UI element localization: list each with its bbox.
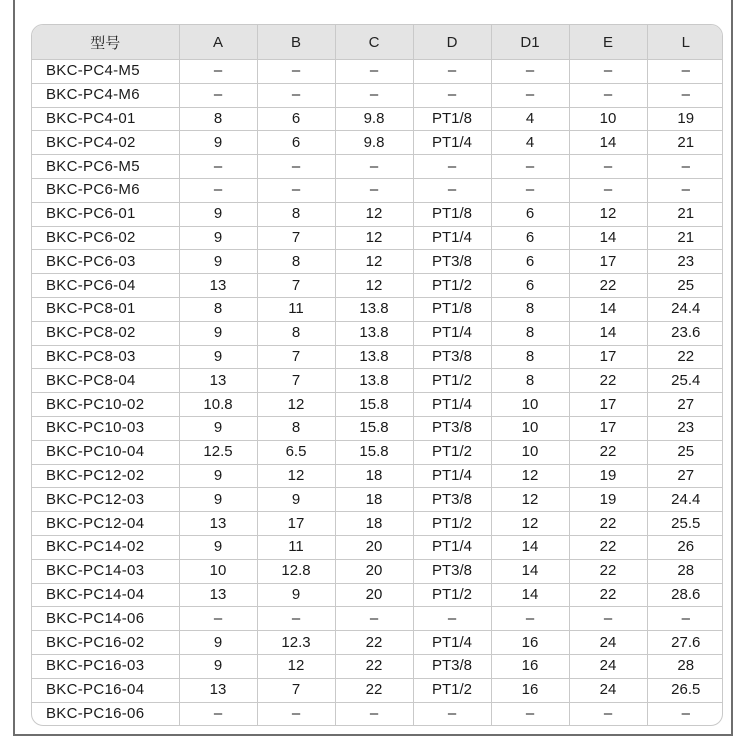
cell-b: 9 bbox=[257, 488, 335, 512]
cell-a: 9 bbox=[179, 131, 257, 155]
cell-b: – bbox=[257, 83, 335, 107]
table-row bbox=[32, 535, 723, 559]
table-row bbox=[32, 178, 723, 202]
cell-a: 8 bbox=[179, 107, 257, 131]
cell-d: PT1/2 bbox=[413, 274, 491, 298]
cell-e: 19 bbox=[569, 464, 647, 488]
cell-model: BKC-PC10-04 bbox=[32, 440, 179, 464]
cell-e: 22 bbox=[569, 369, 647, 393]
cell-c: 18 bbox=[335, 464, 413, 488]
cell-l: – bbox=[647, 607, 723, 631]
cell-d: PT1/2 bbox=[413, 583, 491, 607]
cell-l: 23 bbox=[647, 416, 723, 440]
cell-model: BKC-PC14-03 bbox=[32, 559, 179, 583]
cell-b: 7 bbox=[257, 678, 335, 702]
cell-e: 22 bbox=[569, 583, 647, 607]
header-l: L bbox=[647, 25, 723, 60]
table-row bbox=[32, 297, 723, 321]
cell-l: 25 bbox=[647, 274, 723, 298]
cell-b: – bbox=[257, 178, 335, 202]
cell-d: PT1/2 bbox=[413, 678, 491, 702]
cell-c: 20 bbox=[335, 535, 413, 559]
cell-model: BKC-PC10-03 bbox=[32, 416, 179, 440]
cell-e: – bbox=[569, 60, 647, 84]
cell-d: PT3/8 bbox=[413, 488, 491, 512]
cell-c: 18 bbox=[335, 488, 413, 512]
cell-model: BKC-PC8-03 bbox=[32, 345, 179, 369]
header-d: D bbox=[413, 25, 491, 60]
cell-c: 13.8 bbox=[335, 369, 413, 393]
cell-model: BKC-PC6-03 bbox=[32, 250, 179, 274]
cell-l: – bbox=[647, 60, 723, 84]
cell-model: BKC-PC4-01 bbox=[32, 107, 179, 131]
cell-a: 9 bbox=[179, 250, 257, 274]
cell-d1: 6 bbox=[491, 274, 569, 298]
cell-d1: – bbox=[491, 155, 569, 179]
cell-c: 18 bbox=[335, 512, 413, 536]
cell-l: 22 bbox=[647, 345, 723, 369]
cell-d: – bbox=[413, 60, 491, 84]
header-c: C bbox=[335, 25, 413, 60]
cell-e: 17 bbox=[569, 393, 647, 417]
cell-l: 27 bbox=[647, 464, 723, 488]
cell-d: – bbox=[413, 83, 491, 107]
cell-d1: 14 bbox=[491, 535, 569, 559]
cell-a: 9 bbox=[179, 202, 257, 226]
cell-b: 7 bbox=[257, 369, 335, 393]
cell-a: 9 bbox=[179, 631, 257, 655]
cell-a: 9 bbox=[179, 488, 257, 512]
cell-e: 24 bbox=[569, 678, 647, 702]
table-row bbox=[32, 678, 723, 702]
cell-c: 22 bbox=[335, 654, 413, 678]
cell-c: 20 bbox=[335, 583, 413, 607]
cell-b: 7 bbox=[257, 226, 335, 250]
cell-l: 28.6 bbox=[647, 583, 723, 607]
cell-c: 12 bbox=[335, 202, 413, 226]
cell-l: – bbox=[681, 704, 690, 722]
cell-model: BKC-PC6-M6 bbox=[32, 178, 179, 202]
cell-d: PT1/4 bbox=[413, 226, 491, 250]
cell-b: 11 bbox=[257, 297, 335, 321]
cell-l: 19 bbox=[647, 107, 723, 131]
cell-c: 13.8 bbox=[335, 321, 413, 345]
cell-e: 17 bbox=[569, 345, 647, 369]
cell-l: 26.5 bbox=[647, 678, 723, 702]
cell-e: 14 bbox=[569, 297, 647, 321]
cell-d: PT1/8 bbox=[413, 107, 491, 131]
cell-model: BKC-PC12-02 bbox=[32, 464, 179, 488]
cell-d1: 6 bbox=[491, 226, 569, 250]
cell-d1: – bbox=[491, 702, 569, 725]
cell-e: 12 bbox=[569, 202, 647, 226]
cell-d: – bbox=[413, 607, 491, 631]
cell-d: – bbox=[413, 702, 491, 725]
cell-c: 15.8 bbox=[335, 416, 413, 440]
cell-a: 13 bbox=[179, 274, 257, 298]
cell-l: 25 bbox=[647, 440, 723, 464]
spec-table-container bbox=[31, 24, 723, 726]
cell-d: PT1/2 bbox=[413, 440, 491, 464]
cell-d: PT3/8 bbox=[413, 416, 491, 440]
cell-e: – bbox=[569, 83, 647, 107]
cell-d: – bbox=[413, 178, 491, 202]
cell-model: BKC-PC16-03 bbox=[32, 654, 179, 678]
cell-b: – bbox=[257, 60, 335, 84]
cell-e: 22 bbox=[569, 535, 647, 559]
cell-b: 8 bbox=[257, 321, 335, 345]
cell-c: – bbox=[335, 702, 413, 725]
cell-d1: – bbox=[491, 178, 569, 202]
table-row bbox=[32, 131, 723, 155]
cell-model: BKC-PC4-M5 bbox=[32, 60, 179, 84]
table-row bbox=[32, 274, 723, 298]
cell-b: 7 bbox=[257, 345, 335, 369]
cell-a: – bbox=[179, 607, 257, 631]
spec-table bbox=[32, 25, 723, 725]
cell-d1: 4 bbox=[491, 131, 569, 155]
cell-e: – bbox=[569, 607, 647, 631]
cell-b: 17 bbox=[257, 512, 335, 536]
header-b: B bbox=[257, 25, 335, 60]
cell-d1: 8 bbox=[491, 321, 569, 345]
cell-l: 27 bbox=[647, 393, 723, 417]
cell-d1: – bbox=[491, 60, 569, 84]
cell-c: 15.8 bbox=[335, 393, 413, 417]
cell-l: – bbox=[647, 178, 723, 202]
cell-model: BKC-PC16-04 bbox=[32, 678, 179, 702]
header-e: E bbox=[569, 25, 647, 60]
cell-e: 14 bbox=[569, 131, 647, 155]
cell-l: 25.4 bbox=[647, 369, 723, 393]
cell-b: 12 bbox=[257, 654, 335, 678]
cell-d: PT3/8 bbox=[413, 345, 491, 369]
cell-model: BKC-PC4-02 bbox=[32, 131, 179, 155]
cell-l: 25.5 bbox=[647, 512, 723, 536]
cell-d: PT3/8 bbox=[413, 250, 491, 274]
cell-e: 22 bbox=[569, 274, 647, 298]
cell-c: 22 bbox=[335, 678, 413, 702]
cell-a: – bbox=[179, 60, 257, 84]
cell-a: 9 bbox=[179, 535, 257, 559]
cell-e: 14 bbox=[569, 321, 647, 345]
table-row bbox=[32, 345, 723, 369]
cell-d: PT1/4 bbox=[413, 393, 491, 417]
cell-b: 8 bbox=[257, 250, 335, 274]
cell-a: 12.5 bbox=[179, 440, 257, 464]
cell-a: – bbox=[179, 155, 257, 179]
cell-model: BKC-PC16-02 bbox=[32, 631, 179, 655]
cell-e: 22 bbox=[569, 559, 647, 583]
cell-c: 22 bbox=[335, 631, 413, 655]
cell-b: 12 bbox=[257, 464, 335, 488]
table-row bbox=[32, 155, 723, 179]
cell-d1: 12 bbox=[491, 464, 569, 488]
cell-b: 11 bbox=[257, 535, 335, 559]
cell-d1: 6 bbox=[491, 202, 569, 226]
table-row bbox=[32, 607, 723, 631]
cell-c: 15.8 bbox=[335, 440, 413, 464]
cell-a: 9 bbox=[179, 345, 257, 369]
cell-model: BKC-PC6-04 bbox=[32, 274, 179, 298]
cell-e: 19 bbox=[569, 488, 647, 512]
cell-c: 9.8 bbox=[335, 107, 413, 131]
cell-d: PT1/4 bbox=[413, 131, 491, 155]
table-row bbox=[32, 202, 723, 226]
table-row bbox=[32, 369, 723, 393]
cell-c: – bbox=[335, 60, 413, 84]
cell-c: – bbox=[335, 178, 413, 202]
cell-d1: 14 bbox=[491, 559, 569, 583]
cell-model: BKC-PC12-03 bbox=[32, 488, 179, 512]
cell-a: 9 bbox=[179, 464, 257, 488]
cell-b: 6 bbox=[257, 107, 335, 131]
cell-c: 12 bbox=[335, 250, 413, 274]
cell-e: 10 bbox=[569, 107, 647, 131]
table-row bbox=[32, 226, 723, 250]
cell-e: – bbox=[569, 155, 647, 179]
cell-a: – bbox=[179, 702, 257, 725]
cell-l: – bbox=[647, 83, 723, 107]
cell-l: 24.4 bbox=[647, 297, 723, 321]
cell-d1: 8 bbox=[491, 297, 569, 321]
cell-d: – bbox=[413, 155, 491, 179]
cell-model: BKC-PC16-06 bbox=[32, 702, 179, 725]
cell-a: 9 bbox=[179, 416, 257, 440]
cell-l: 23 bbox=[647, 250, 723, 274]
cell-e: – bbox=[569, 702, 647, 725]
cell-e: – bbox=[569, 178, 647, 202]
table-row bbox=[32, 464, 723, 488]
cell-a: 8 bbox=[179, 297, 257, 321]
cell-a: 13 bbox=[179, 678, 257, 702]
table-row bbox=[32, 559, 723, 583]
cell-l: 24.4 bbox=[647, 488, 723, 512]
cell-b: – bbox=[257, 702, 335, 725]
cell-model: BKC-PC8-02 bbox=[32, 321, 179, 345]
table-row bbox=[32, 416, 723, 440]
cell-a: 9 bbox=[179, 226, 257, 250]
cell-d: PT3/8 bbox=[413, 654, 491, 678]
table-row bbox=[32, 250, 723, 274]
table-row bbox=[32, 631, 723, 655]
table-row bbox=[32, 393, 723, 417]
cell-d1: 12 bbox=[491, 488, 569, 512]
cell-model: BKC-PC6-M5 bbox=[32, 155, 179, 179]
table-body bbox=[32, 60, 723, 726]
cell-c: 13.8 bbox=[335, 345, 413, 369]
cell-d1: 16 bbox=[491, 654, 569, 678]
cell-d1: 10 bbox=[491, 416, 569, 440]
table-row bbox=[32, 321, 723, 345]
cell-a: 10 bbox=[179, 559, 257, 583]
cell-model: BKC-PC10-02 bbox=[32, 393, 179, 417]
cell-b: 12.3 bbox=[257, 631, 335, 655]
cell-a: 13 bbox=[179, 369, 257, 393]
cell-a: – bbox=[179, 83, 257, 107]
cell-d1: 16 bbox=[491, 678, 569, 702]
cell-e: 24 bbox=[569, 631, 647, 655]
cell-model: BKC-PC12-04 bbox=[32, 512, 179, 536]
cell-model: BKC-PC8-04 bbox=[32, 369, 179, 393]
cell-a: 13 bbox=[179, 512, 257, 536]
cell-c: – bbox=[335, 83, 413, 107]
cell-b: 12 bbox=[257, 393, 335, 417]
cell-d: PT1/4 bbox=[413, 535, 491, 559]
cell-c: 12 bbox=[335, 274, 413, 298]
cell-b: 9 bbox=[257, 583, 335, 607]
cell-l: 21 bbox=[647, 202, 723, 226]
cell-b: 6.5 bbox=[257, 440, 335, 464]
cell-a: 13 bbox=[179, 583, 257, 607]
cell-model: BKC-PC6-01 bbox=[32, 202, 179, 226]
cell-l: 28 bbox=[647, 559, 723, 583]
cell-l: 27.6 bbox=[647, 631, 723, 655]
cell-model: BKC-PC8-01 bbox=[32, 297, 179, 321]
cell-b: 6 bbox=[257, 131, 335, 155]
cell-a: 9 bbox=[179, 321, 257, 345]
cell-e: 22 bbox=[569, 512, 647, 536]
cell-c: 12 bbox=[335, 226, 413, 250]
cell-c: – bbox=[335, 155, 413, 179]
cell-d1: 12 bbox=[491, 512, 569, 536]
cell-d1: 4 bbox=[491, 107, 569, 131]
cell-b: 8 bbox=[257, 416, 335, 440]
cell-d1: 16 bbox=[491, 631, 569, 655]
table-row bbox=[32, 83, 723, 107]
cell-l: 26 bbox=[647, 535, 723, 559]
table-row bbox=[32, 107, 723, 131]
cell-e: 17 bbox=[569, 416, 647, 440]
header-model: 型号 bbox=[32, 25, 179, 60]
cell-d1: – bbox=[491, 607, 569, 631]
cell-model: BKC-PC14-02 bbox=[32, 535, 179, 559]
cell-model: BKC-PC14-06 bbox=[32, 607, 179, 631]
cell-model: BKC-PC14-04 bbox=[32, 583, 179, 607]
cell-d: PT1/4 bbox=[413, 464, 491, 488]
cell-e: 22 bbox=[569, 440, 647, 464]
cell-d1: 8 bbox=[491, 345, 569, 369]
cell-e: 24 bbox=[569, 654, 647, 678]
cell-l: 21 bbox=[647, 131, 723, 155]
cell-a: – bbox=[179, 178, 257, 202]
cell-d1: 8 bbox=[491, 369, 569, 393]
cell-model: BKC-PC6-02 bbox=[32, 226, 179, 250]
table-row bbox=[32, 60, 723, 84]
cell-d1: 10 bbox=[491, 393, 569, 417]
cell-c: 9.8 bbox=[335, 131, 413, 155]
table-row bbox=[32, 702, 723, 725]
cell-e: 14 bbox=[569, 226, 647, 250]
cell-d1: – bbox=[491, 83, 569, 107]
cell-c: – bbox=[335, 607, 413, 631]
cell-c: 13.8 bbox=[335, 297, 413, 321]
table-row bbox=[32, 512, 723, 536]
cell-b: 12.8 bbox=[257, 559, 335, 583]
header-d1: D1 bbox=[491, 25, 569, 60]
header-a: A bbox=[179, 25, 257, 60]
cell-d: PT1/8 bbox=[413, 202, 491, 226]
table-row bbox=[32, 488, 723, 512]
cell-d: PT1/4 bbox=[413, 321, 491, 345]
cell-c: 20 bbox=[335, 559, 413, 583]
cell-e: 17 bbox=[569, 250, 647, 274]
cell-d1: 6 bbox=[491, 250, 569, 274]
cell-d: PT1/2 bbox=[413, 369, 491, 393]
cell-b: – bbox=[257, 607, 335, 631]
header-row bbox=[32, 25, 723, 60]
cell-b: 8 bbox=[257, 202, 335, 226]
cell-d1: 14 bbox=[491, 583, 569, 607]
cell-d: PT3/8 bbox=[413, 559, 491, 583]
cell-b: – bbox=[257, 155, 335, 179]
cell-d: PT1/2 bbox=[413, 512, 491, 536]
cell-l: – bbox=[647, 155, 723, 179]
cell-a: 10.8 bbox=[179, 393, 257, 417]
table-row bbox=[32, 583, 723, 607]
cell-d1: 10 bbox=[491, 440, 569, 464]
cell-l: 28 bbox=[647, 654, 723, 678]
cell-d: PT1/8 bbox=[413, 297, 491, 321]
table-row bbox=[32, 440, 723, 464]
cell-model: BKC-PC4-M6 bbox=[32, 83, 179, 107]
cell-d: PT1/4 bbox=[413, 631, 491, 655]
cell-b: 7 bbox=[257, 274, 335, 298]
table-row bbox=[32, 654, 723, 678]
cell-a: 9 bbox=[179, 654, 257, 678]
cell-l: 21 bbox=[647, 226, 723, 250]
cell-l: 23.6 bbox=[647, 321, 723, 345]
